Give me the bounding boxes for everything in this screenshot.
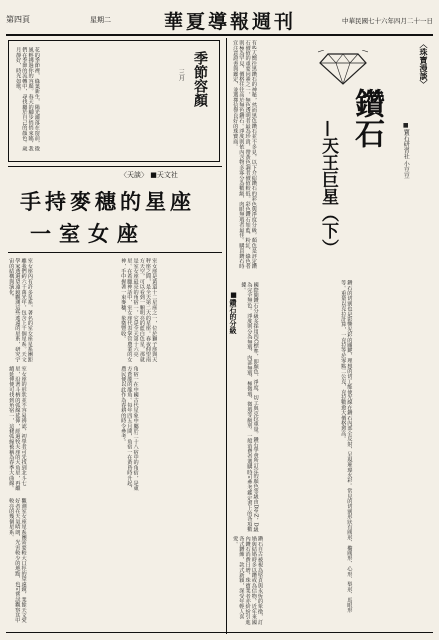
jewel-section-heading: [228, 290, 238, 370]
jewel-column-name-text: 〈珠寶漫談〉: [419, 40, 429, 88]
star-body-5-text: 觀測室女座星系團需要較大口徑的望遠鏡，業餘天文愛好者在天氣晴朗、光害較少的地點，也可嘗試觀察其中較亮的幾個星系。: [8, 498, 27, 623]
jewel-body-4: [232, 536, 336, 626]
star-body-2-text: 室女座內有許多星系，著名的室女座星系團距離我們約六千萬光年，包含上千個星系。天文學家透過望遠鏡觀測這些遙遠的星系，研究宇宙的結構與演化。: [8, 258, 33, 362]
jewel-body-3-text: 國際間鑽石分級多採用四C標準，即顏色、淨度、切工與克拉重量。鑽石學會所訂定的顏色等級由D至Z，D級為完全無色。淨度則分為無瑕、內部無瑕、極微瑕、微瑕等級別。一般消費者選購時可參考鑑定書上的各項數據。: [240, 282, 259, 532]
star-body-1: [120, 258, 222, 362]
jewel-body-2-text: 鑽石的切割也是影響光彩的關鍵，理想的切工能使光線在鑽石內部全反射，呈現璀璨火彩。常見的切割形狀有圓形、橢圓形、心形、梨形、馬眼形等。重量以克拉計算，一克拉等於零點二公克，克拉數愈大價格愈高。: [340, 280, 353, 613]
star-body-1-text: 室女座是黃道十二星座之一，位於獅子座與天秤座之間，是全天第二大的星座。春夜仰望南方天空，可以看到一顆明亮的藍白色星，那就是室女座最亮的角宿一，它是全天第十六亮星。在希臘神話中，室女座代表掌管農業的女神，手中握著一束麥穗，象徵豐收。: [120, 258, 158, 362]
bottom-rule: [6, 632, 433, 633]
jewel-column-name: [419, 40, 431, 118]
jewel-body-2: [340, 280, 420, 620]
star-column-name-text: 〈天談〉: [120, 171, 148, 179]
column-divider: [226, 38, 227, 634]
star-title-rule: [8, 252, 222, 253]
star-body-4: [8, 366, 114, 494]
star-body-4-text: 室女座的形狀並不容易辨認，初學者可先找到北斗七星，沿著斗柄的弧線延伸，經過牧夫座的大角星，再繼續延伸便可找到角宿一，這條弧線被稱為春季大曲線。: [8, 366, 27, 491]
jewel-author-note-text: ■寶石研習社 小豆豆: [402, 122, 410, 179]
star-body-3-text: 角宿一在中國古代星象中屬於二十八宿中的角宿，是東方蒼龍的龍角。每年四五月間，角宿一在黃昏時升起，農民便以此作為春耕的時令參考。: [120, 366, 139, 491]
masthead-title: 華夏導報週刊: [164, 11, 297, 33]
jewel-title-text: 鑽石: [349, 88, 384, 148]
star-body-2: [8, 258, 114, 362]
diamond-icon: [318, 50, 368, 86]
jewel-body-3: [240, 282, 336, 532]
poem-author-tag-text: 三月: [177, 69, 185, 81]
star-body-3: [120, 366, 222, 494]
masthead-weekday: 星期二: [90, 16, 111, 24]
poem-title: [191, 51, 213, 155]
masthead: [6, 4, 433, 36]
star-column-name: [120, 170, 178, 180]
poem-body-text: 花的季節裡，綠葉新生，陽光灑落在窗前，微風輕拂過你的容顏。春天的腳步悄悄來臨，我們在季節的流轉中，尋找屬於自己的顏色。歲月靜好，時光如歌。: [15, 47, 40, 151]
masthead-date: 中華民國七十六年四月二十一日: [342, 17, 433, 25]
jewel-body-1: [232, 40, 314, 272]
star-body-5: [8, 498, 222, 626]
jewel-subtitle-text: —天王巨星（下）: [318, 120, 338, 256]
jewel-subtitle: [318, 120, 342, 280]
star-header-rule: [8, 166, 222, 167]
page-number: 第四頁: [6, 15, 30, 24]
jewel-body-4-text: 鑽石自古被視為堅貞與永恆的象徵，訂婚與結婚時多以鑽戒為信物。近年來國內鑽石消費日增，珠寶業者亦紛紛引進各式鑽飾，款式新穎，深受年輕人喜愛。: [232, 536, 264, 625]
jewel-body-1-text: 有些人嚮往黑鑽石的神秘，然而黑色鑽石並不多見。以下介紹鑽石的彩色與淨度分級。顏色是評定鑽石價值的重要因素之一，無色透明者最為珍貴，帶黃色調者價值較低。彩色鑽石如藍、粉紅、綠色者則極為罕見，價格往往高於無色鑽石。淨度則依內含物多寡分為數級，肉眼無瑕者最佳。購買鑽石時宜注意證書與鑑定，並選擇信譽良好的珠寶商。: [232, 40, 257, 269]
jewel-author-note: [402, 122, 412, 210]
poem-box: [8, 40, 220, 162]
star-byline: ■天文社: [150, 171, 178, 179]
poem-title-text: 季節容顏: [192, 51, 208, 107]
star-title-line-1: 手持麥穗的星座: [20, 189, 195, 214]
poem-author-tag: [177, 69, 187, 109]
star-title-line-2: 一室女座: [30, 221, 146, 246]
jewel-section-heading-text: ■鑽石的分級: [229, 290, 238, 334]
jewel-title: [348, 88, 390, 168]
poem-body: [15, 47, 165, 155]
